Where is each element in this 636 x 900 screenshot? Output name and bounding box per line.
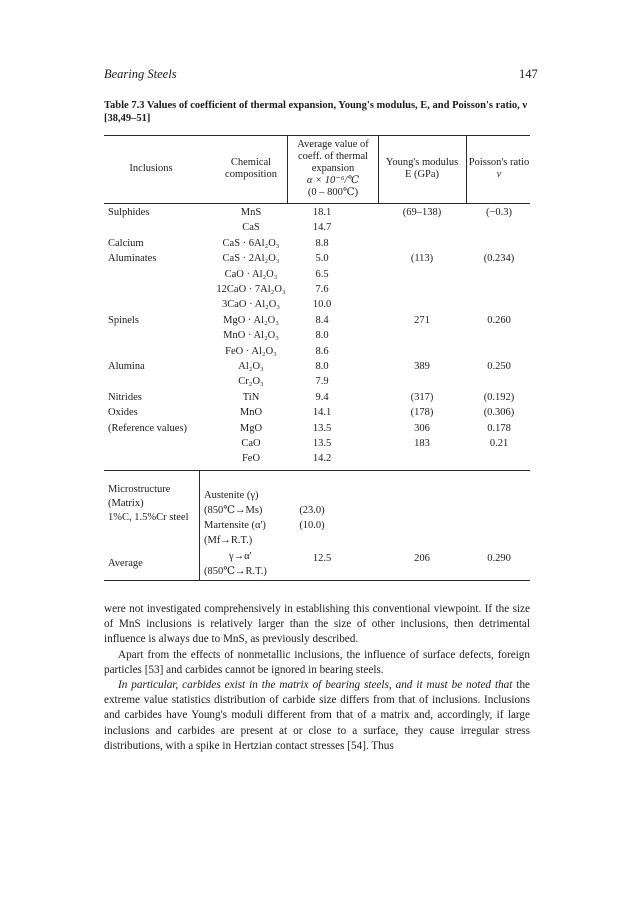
cell-alpha: 10.0 bbox=[312, 299, 332, 310]
cell-formula: CaS · 2Al₂O₃ bbox=[222, 253, 280, 264]
cell-alpha: 14.7 bbox=[312, 222, 332, 233]
cell-group: Alumina bbox=[108, 361, 145, 372]
running-head: Bearing Steels bbox=[104, 67, 177, 81]
table-bottom-rule bbox=[104, 580, 530, 581]
cell-youngs-modulus: (178) bbox=[410, 407, 434, 418]
cell-youngs-modulus: 306 bbox=[414, 423, 430, 434]
header-col-divider bbox=[378, 135, 379, 203]
header-poissons-ratio: Poisson's ratio ν bbox=[468, 157, 530, 180]
phase-line: Martensite (α') bbox=[204, 520, 266, 531]
cell-youngs-modulus: 183 bbox=[414, 438, 430, 449]
cell-group: (Reference values) bbox=[108, 423, 187, 434]
phase-line: Austenite (γ) bbox=[204, 490, 259, 501]
phase-line: γ→α' bbox=[229, 551, 252, 562]
cell-alpha: 7.9 bbox=[315, 376, 329, 387]
cell-formula: MgO · Al₂O₃ bbox=[223, 315, 279, 326]
header-thermal-expansion: Average value of coeff. of thermal expansion α × 10⁻⁶/℃ (0 – 800℃) bbox=[297, 139, 369, 198]
cell-poissons-ratio: (0.234) bbox=[483, 253, 515, 264]
matrix-col-divider bbox=[199, 470, 200, 580]
youngs-average: 206 bbox=[414, 553, 430, 564]
cell-formula: Cr₂O₃ bbox=[238, 376, 264, 387]
cell-formula: MgO bbox=[239, 423, 263, 434]
cell-youngs-modulus: 271 bbox=[414, 315, 430, 326]
cell-alpha: 9.4 bbox=[315, 392, 329, 403]
cell-formula: 3CaO · Al₂O₃ bbox=[221, 299, 281, 310]
alpha-martensite: (10.0) bbox=[299, 520, 325, 531]
cell-formula: FeO · Al₂O₃ bbox=[225, 346, 277, 357]
cell-alpha: 6.5 bbox=[315, 269, 329, 280]
header-inclusions: Inclusions bbox=[129, 163, 173, 174]
cell-alpha: 5.0 bbox=[315, 253, 329, 264]
cell-group: Spinels bbox=[108, 315, 139, 326]
cell-poissons-ratio: (0.192) bbox=[483, 392, 515, 403]
cell-alpha: 18.1 bbox=[312, 207, 332, 218]
cell-poissons-ratio: 0.260 bbox=[487, 315, 511, 326]
cell-youngs-modulus: (113) bbox=[410, 253, 434, 264]
cell-group: Aluminates bbox=[108, 253, 157, 264]
header-rule bbox=[104, 203, 530, 204]
cell-poissons-ratio: (−0.3) bbox=[485, 207, 513, 218]
cell-youngs-modulus: 389 bbox=[414, 361, 430, 372]
cell-formula: 12CaO · 7Al₂O₃ bbox=[216, 284, 286, 295]
header-col-divider bbox=[287, 135, 288, 203]
cell-group: Oxides bbox=[108, 407, 138, 418]
cell-youngs-modulus: (69–138) bbox=[402, 207, 442, 218]
cell-alpha: 14.2 bbox=[312, 453, 332, 464]
cell-alpha: 13.5 bbox=[312, 438, 332, 449]
paragraph: Apart from the effects of nonmetallic inclusions, the influence of surface defects, foreign particles [53] and carbides cannot be ignored in bearing steels. bbox=[104, 648, 530, 676]
cell-formula: CaS · 6Al₂O₃ bbox=[222, 238, 280, 249]
cell-alpha: 8.4 bbox=[315, 315, 329, 326]
alpha-average: 12.5 bbox=[312, 553, 332, 564]
table-caption: Table 7.3 Values of coefficient of thermal expansion, Young's modulus, E, and Poisson's ratio, ν [38,49–51] bbox=[104, 100, 528, 124]
cell-formula: Al₂O₃ bbox=[238, 361, 264, 372]
cell-group: Sulphides bbox=[108, 207, 150, 218]
cell-alpha: 7.6 bbox=[315, 284, 329, 295]
matrix-divider-rule bbox=[104, 470, 530, 471]
cell-alpha: 8.8 bbox=[315, 238, 329, 249]
page-number: 147 bbox=[519, 67, 538, 81]
poisson-average: 0.290 bbox=[487, 553, 511, 564]
body-text bbox=[104, 602, 530, 754]
phase-line: (850℃→R.T.) bbox=[204, 566, 267, 577]
average-label: Average bbox=[108, 558, 143, 569]
cell-poissons-ratio: 0.178 bbox=[487, 423, 511, 434]
matrix-label: Microstructure (Matrix) 1%C, 1.5%Cr steel bbox=[108, 484, 189, 523]
cell-formula: MnO · Al₂O₃ bbox=[223, 330, 279, 341]
cell-youngs-modulus: (317) bbox=[410, 392, 434, 403]
cell-group: Nitrides bbox=[108, 392, 142, 403]
cell-formula: TiN bbox=[242, 392, 260, 403]
cell-poissons-ratio: 0.21 bbox=[489, 438, 509, 449]
cell-formula: MnS bbox=[240, 207, 262, 218]
header-col-divider bbox=[466, 135, 467, 203]
cell-alpha: 8.0 bbox=[315, 330, 329, 341]
paragraph: In particular, carbides exist in the matrix of bearing steels, and it must be noted that the extreme value statistics distribution of carbide size differs from that of inclusions. Inclusions and carbides have Young's moduli different from that of a matrix and, accordingly, if large inclusions and carbides are present at or close to a surface, they cause irregular stress distributions, with a spike in Hertzian contact stresses [54]. Thus bbox=[104, 679, 531, 752]
cell-poissons-ratio: (0.306) bbox=[483, 407, 515, 418]
cell-formula: CaO · Al₂O₃ bbox=[224, 269, 278, 280]
cell-formula: CaO bbox=[241, 438, 261, 449]
header-youngs-modulus: Young's modulus E (GPa) bbox=[385, 157, 459, 180]
paragraph: were not investigated comprehensively in establishing this conventional viewpoint. If the size of MnS inclusions is relatively larger than the size of other inclusions, then detrimental influence is always due to MnS, as previously described. bbox=[104, 603, 530, 646]
header-chemical-composition: Chemical composition bbox=[225, 157, 277, 180]
alpha-austenite: (23.0) bbox=[299, 505, 325, 516]
cell-alpha: 8.6 bbox=[315, 346, 329, 357]
cell-formula: MnO bbox=[239, 407, 263, 418]
cell-alpha: 8.0 bbox=[315, 361, 329, 372]
cell-group: Calcium bbox=[108, 238, 144, 249]
cell-alpha: 13.5 bbox=[312, 423, 332, 434]
cell-formula: CaS bbox=[242, 222, 260, 233]
phase-line: (Mf→R.T.) bbox=[204, 535, 253, 546]
phase-line: (850℃→Ms) bbox=[204, 505, 263, 516]
cell-poissons-ratio: 0.250 bbox=[487, 361, 511, 372]
cell-formula: FeO bbox=[241, 453, 261, 464]
cell-alpha: 14.1 bbox=[312, 407, 332, 418]
